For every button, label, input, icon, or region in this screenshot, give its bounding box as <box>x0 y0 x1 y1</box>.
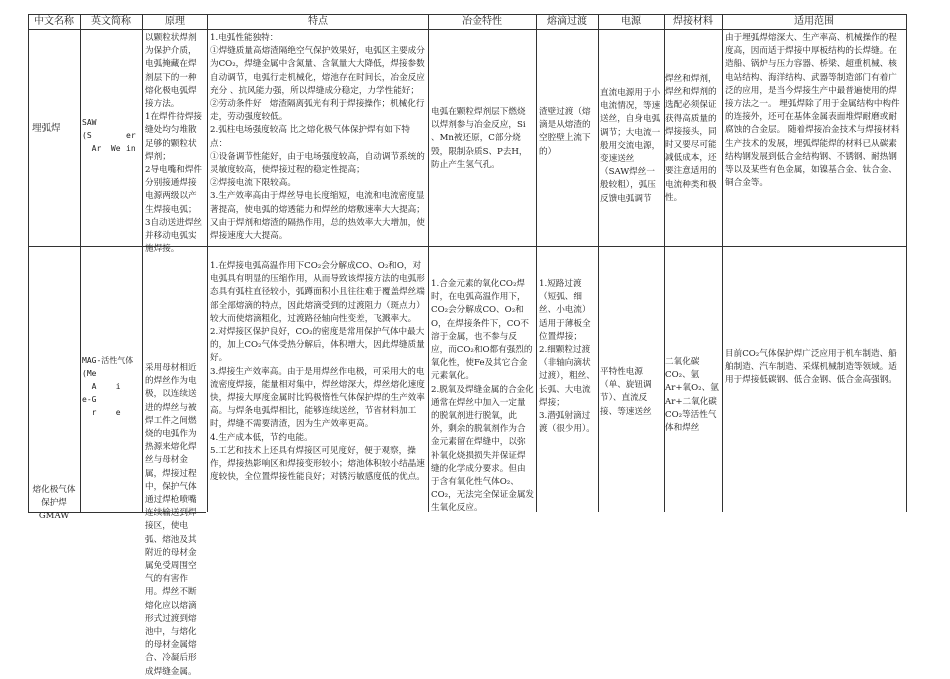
gmaw-application: 目前CO₂气体保护焊广泛应用于机车制造、船舶制造、汽车制造、采煤机械制造等领域。适用于焊接低碳钢、低合金钢、低合金高强钢。 <box>725 349 897 386</box>
grid-col-9 <box>906 14 907 512</box>
grid-col-8 <box>722 14 723 512</box>
saw-application: 由于埋弧焊熔深大、生产率高、机械操作的程度高，因而适于焊接中厚板结构的长焊缝。在造船、锅炉与压力容器、桥梁、超重机械、核电站结构、海洋结构、武器等制造部门有着广泛的应用，是当今焊接生产中最普遍使用的焊接方法之一。 埋弧焊除了用于金属结构中构件的连接外，还可在基体金属表面堆焊耐磨或耐腐蚀的合金层。 随着焊接冶金技术与焊接材料生产技术的发展，埋弧焊能焊的材料已从碳素结构钢发展到低合金结构钢、不锈钢、耐热钢等以及某些有色金属，如镍基合金、钛合金、铜合金等。 <box>725 33 900 189</box>
saw-transfer: 渣壁过渡（熔滴是从熔渣的空腔壁上流下的） <box>539 107 591 157</box>
grid-col-5 <box>536 14 537 512</box>
grid-top <box>28 14 906 15</box>
saw-metallurgy: 电弧在颗粒焊剂层下燃烧以焊剂参与冶金反应，Si 、Mn被还原，C部分烧毁，限制杂质S、P去H，防止产生氢气孔。 <box>431 107 529 170</box>
gmaw-power: 平特性电源（单、旋钮调节）、直流反接、等速送丝 <box>600 367 652 417</box>
gmaw-principle: 采用母材相近的焊丝作为电极，以连续送进的焊丝与被焊工件之间燃烧的电弧作为热源来熔化焊丝与母材金属，焊接过程中，保护气体通过焊枪喷嘴连续输送到焊接区，使电弧、熔池及其附近的母材金属免受周围空气的有害作用。焊丝不断熔化应以熔滴形式过渡到熔池中，与熔化的母材金属熔合、冷凝后形成焊缝金属。 <box>145 363 197 677</box>
grid-col-6 <box>598 14 599 512</box>
grid-col-0 <box>28 14 29 512</box>
grid-col-3 <box>207 14 208 512</box>
header-en-name: 英文简称 <box>80 14 142 30</box>
header-materials: 焊接材料 <box>664 14 722 30</box>
saw-power: 直流电源用于小电流情况，等速送丝，自身电弧调节；大电流一般用交流电源，变速送丝（SAW焊丝一般较粗），弧压反馈电弧调节 <box>600 88 661 204</box>
grid-col-4 <box>428 14 429 512</box>
header-application: 适用范围 <box>722 14 906 30</box>
saw-principle: 以颗粒状焊剂为保护介质，电弧掩藏在焊剂层下的一种熔化极电弧焊接方法。 1在焊件待焊接缝处均匀堆散足够的颗粒状焊剂； 2导电嘴和焊件分别接通焊接电源两级以产生焊接电弧； 3自动送进焊丝并移动电弧实施焊接。 <box>145 33 203 255</box>
header-transfer: 熔滴过渡 <box>536 14 598 30</box>
gmaw-features: 1.在焊接电弧高温作用下CO₂会分解成CO、O₂和O，对电弧具有明显的压缩作用，从而导致该焊接方法的电弧形态具有弧柱直径较小，弧蹲面积小且往往难于覆盖焊丝端部全部熔滴的特点，因此熔滴受到的过渡阻力（斑点力）较大而使熔滴粗化，过渡路径轴向性变差，飞溅率大。 2.对焊接区保护良好，CO₂的密度是常用保护气体中最大的，加上CO₂气体受热分解后，体积增大，因此焊缝质量好。 3.焊接生产效率高。由于是用焊丝作电极，可采用大的电流密度焊接，能量相对集中，焊丝熔深大，焊丝熔化速度快，焊接大厚度金属时比钨极惰性气体保护焊的生产效率高。与焊条电弧焊相比，能够连续送丝，节省材料加工时，焊缝不需要清渣，因为生产效率更高。 4.生产成本低，节约电能。 5.工艺和技术上还具有焊接区可见度好，便于观察，操作，焊接热影响区和焊接变形较小；熔池体积较小结晶速度较快，全位置焊接性能良好；对锈污敏感度低的优点。 <box>210 261 425 483</box>
header-metallurgy: 冶金特性 <box>428 14 536 30</box>
grid-col-1 <box>80 14 81 512</box>
saw-en-name-suffix: er in <box>126 131 136 153</box>
welding-table <box>28 14 906 677</box>
gmaw-materials: 二氧化碳CO₂、氩Ar+氧O₂、氩Ar+二氧化碳CO₂等活性气体和焊丝 <box>665 357 719 434</box>
header-principle: 原理 <box>142 14 208 30</box>
saw-materials: 焊丝和焊剂，焊丝和焊剂的选配必须保证获得高质量的焊接接头，同时又要尽可能减低成本，还要注意适用的电流种类和极性。 <box>665 74 717 203</box>
saw-features: 1.电弧性能独特： ①焊缝质量高熔渣隔绝空气保护效果好，电弧区主要成分为CO₂，焊缝金属中含氮量、含氧量大大降低，焊接参数自动调节，电弧行走机械化，熔池存在时间长，冶金反应充分 、抗风能力强，所以焊缝成分稳定，力学性能好； ②劳动条件好 熔渣隔离弧光有利于焊接操作；机械化行走，劳动强度较低。 2.弧柱电场强度较高 比之熔化极气体保护焊有如下特点： ①设备调节性能好，由于电场强度较高，自动调节系统的灵敏度较高，使焊接过程的稳定性提高； ②焊接电流下限较高。 3.生产效率高由于焊丝导电长度缩短，电流和电流密度显著提高，使电弧的熔透能力和焊丝的熔敷速率大大提高；又由于焊剂和熔渣的隔热作用，总的热效率大大增加，使焊接速度大大提高。 <box>210 33 425 242</box>
gmaw-en-name: MAG-活性气体 (Me A i e-G r e <box>82 356 134 417</box>
header-features: 特点 <box>208 14 428 30</box>
gmaw-metallurgy: 1.合金元素的氧化CO₂焊时，在电弧高温作用下，CO₂会分解成CO、O₂和O，在焊接条件下，CO不溶于金属，也不参与反应，而CO₂和O都有强烈的氧化性，使Fe及其它合金元素氧化。 2.脱氧及焊缝金属的合金化通常在焊丝中加入一定量的脱氧剂进行脱氧，此外，剩余的脱氧剂作为合金元素留在焊缝中，以弥补氧化烧损损失并保证焊缝的化学成分要求。但由于含有氧化性气体O₂、CO₂，无法完全保证金属发生氧化反应。 <box>431 279 535 514</box>
saw-cn-name: 埋弧焊 <box>32 123 61 134</box>
gmaw-cn-name: 熔化极气体 保护焊 GMAW <box>32 485 76 522</box>
header-cn-name: 中文名称 <box>28 14 80 30</box>
header-power: 电源 <box>598 14 664 30</box>
saw-en-name: SAW (S Ar We <box>82 118 121 153</box>
gmaw-transfer: 1.短路过渡（短弧、细丝、小电流）适用于薄板全位置焊接； 2.细颗粒过渡（非轴向滴状过渡），粗丝、长弧、大电流焊接； 3.潜弧射滴过渡（很少用）。 <box>539 279 595 435</box>
grid-col-2 <box>142 14 143 512</box>
